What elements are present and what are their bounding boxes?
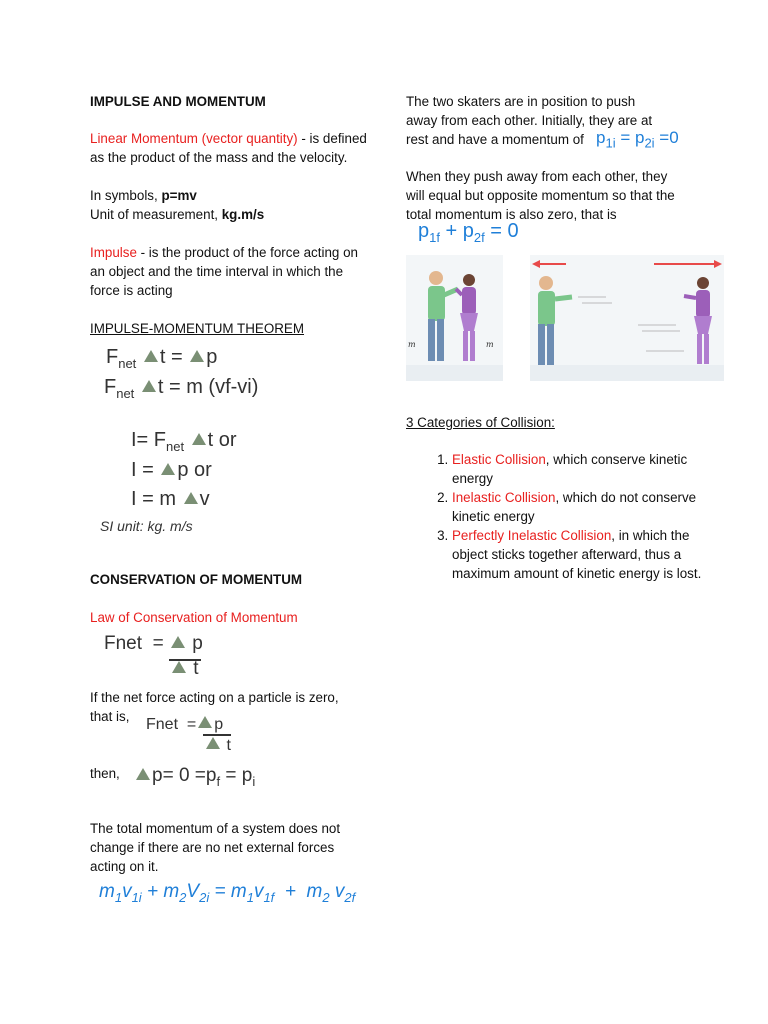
label-m1: m xyxy=(486,340,494,349)
impulse-definition xyxy=(90,243,360,300)
initial-momentum-equation: $p_{1i} = p_{2i} =0$ xyxy=(596,128,679,151)
list-item xyxy=(452,526,722,583)
netforce-text: If the net force acting on a particle is zero, that is, xyxy=(90,690,339,724)
collision-text: , which conserve kinetic energy xyxy=(452,452,688,486)
unit-line xyxy=(90,205,264,224)
label-m2: m xyxy=(408,340,416,349)
formula-impulse-1: $I= F_{net}$ t or xyxy=(131,429,237,454)
formula-fnet-dt-dp: $F_{net}$ t = p xyxy=(106,346,218,371)
linear-momentum-text: - is defined as the product of the mass and the velocity. xyxy=(90,131,367,165)
skaters-illustration xyxy=(406,255,724,383)
theorem-heading: IMPULSE-MOMENTUM THEOREM xyxy=(90,321,305,336)
final-momentum-equation: $p_{1f} + p_{2f} = 0$ xyxy=(418,220,519,245)
delta-icon xyxy=(172,661,186,673)
formula-fnet-fraction: Fnet = p xyxy=(104,633,203,654)
formula-fnet-small: Fnet = p xyxy=(146,716,224,733)
categories-heading: 3 Categories of Collision: xyxy=(406,415,555,430)
formula-dp-zero: $p= 0 =p_f = p_i$ xyxy=(134,766,255,791)
delta-icon xyxy=(192,433,206,445)
formula-impulse-3: I = m v xyxy=(131,488,210,510)
heading-conservation: CONSERVATION OF MOMENTUM xyxy=(90,572,303,587)
impulse-text: - is the product of the force acting on an object and the time interval in which the force is acting xyxy=(90,245,358,298)
impulse-label: Impulse xyxy=(90,245,137,260)
formula-impulse-2: I = p or xyxy=(131,459,212,481)
unit-value: kg.m/s xyxy=(221,207,265,222)
heading-impulse-momentum: IMPULSE AND MOMENTUM xyxy=(90,94,266,109)
formula-fnet-denominator: t xyxy=(170,659,199,678)
delta-icon xyxy=(144,350,158,362)
collision-list xyxy=(406,450,722,583)
then-text: then, xyxy=(90,766,120,781)
conservation-equation: $m_1v_{1i} + m_2V_{2i} = m_1v_{1f} + m_2$ $v_{2f}$ xyxy=(99,881,356,905)
collision-label: Perfectly Inelastic Collision xyxy=(452,528,612,543)
delta-icon xyxy=(206,737,220,749)
total-momentum-text: The total momentum of a system does not change if there are no net external forces acting on it. xyxy=(90,821,341,874)
push-away-text: When they push away from each other, they will equal but opposite momentum so that the total momentum is also zero, that is xyxy=(406,169,675,222)
collision-label: Elastic Collision xyxy=(452,452,546,467)
formula-fnet-small-denominator: t xyxy=(204,736,231,755)
law-label: Law of Conservation of Momentum xyxy=(90,610,298,625)
collision-text: , which do not conserve kinetic energy xyxy=(452,490,697,524)
symbols-line xyxy=(90,186,197,205)
skaters-text: The two skaters are in position to push away from each other. Initially, they are at rest and have a momentum of xyxy=(406,94,653,147)
delta-icon xyxy=(142,380,156,392)
symbols-prefix: In symbols, xyxy=(90,188,162,203)
linear-momentum-definition xyxy=(90,129,370,167)
delta-icon xyxy=(184,492,198,504)
list-item xyxy=(452,488,722,526)
delta-icon xyxy=(171,636,185,648)
unit-prefix: Unit of measurement, xyxy=(90,207,222,222)
delta-icon xyxy=(161,463,175,475)
si-unit-note: SI unit: kg. m/s xyxy=(100,518,193,534)
delta-icon xyxy=(190,350,204,362)
list-item xyxy=(452,450,722,488)
linear-momentum-label: Linear Momentum (vector quantity) xyxy=(90,131,298,146)
collision-label: Inelastic Collision xyxy=(452,490,556,505)
delta-icon xyxy=(136,768,150,780)
formula-fnet-dt-m: $F_{net}$ t = m (vf-vi) xyxy=(104,376,259,401)
symbols-formula: p=mv xyxy=(161,188,197,203)
delta-icon xyxy=(198,716,212,728)
collision-text: , in which the object sticks together afterward, thus a maximum amount of kinetic energy is lost. xyxy=(452,528,702,581)
